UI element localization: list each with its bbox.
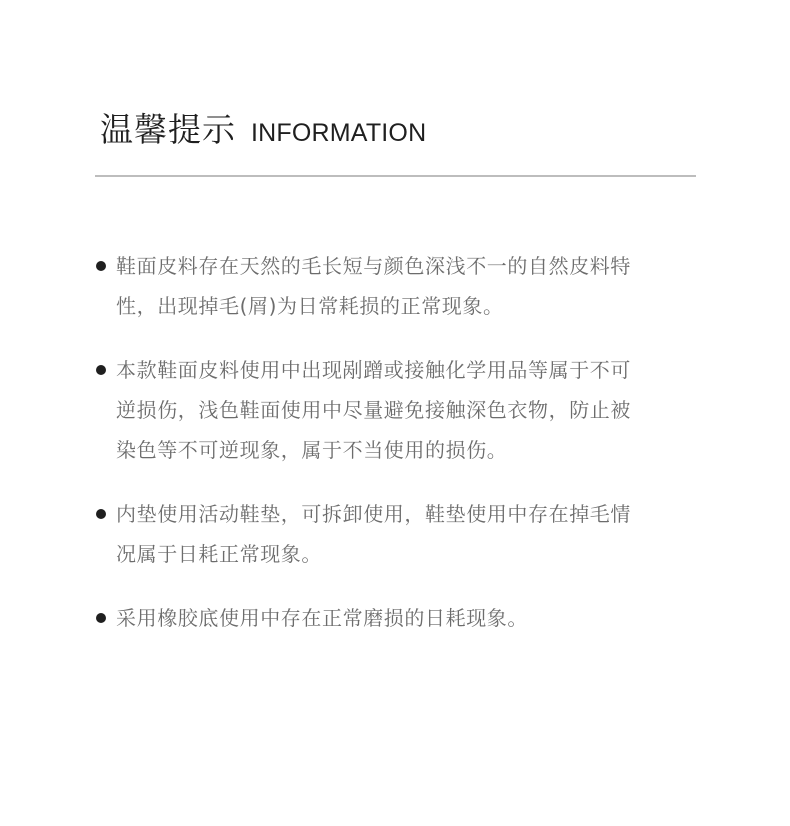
note-line: 内垫使用活动鞋垫，可拆卸使用，鞋垫使用中存在掉毛情 bbox=[116, 502, 631, 526]
bullet-dot-icon bbox=[96, 261, 106, 271]
note-item bbox=[95, 494, 695, 574]
note-line: 染色等不可逆现象，属于不当使用的损伤。 bbox=[116, 438, 508, 462]
section-header bbox=[100, 104, 426, 148]
page-title-en: INFORMATION bbox=[251, 119, 427, 147]
bullet-dot-icon bbox=[96, 365, 106, 375]
note-line: 采用橡胶底使用中存在正常磨损的日耗现象。 bbox=[116, 606, 528, 630]
header-divider bbox=[95, 175, 696, 177]
notes-list bbox=[95, 246, 695, 662]
note-item bbox=[95, 350, 695, 470]
page-title-cn: 温馨提示 bbox=[100, 110, 236, 149]
note-line: 性，出现掉毛(屑)为日常耗损的正常现象。 bbox=[116, 294, 504, 318]
note-item bbox=[95, 598, 695, 638]
bullet-dot-icon bbox=[96, 509, 106, 519]
note-line: 本款鞋面皮料使用中出现剐蹭或接触化学用品等属于不可 bbox=[116, 358, 631, 382]
bullet-dot-icon bbox=[96, 613, 106, 623]
note-line: 逆损伤，浅色鞋面使用中尽量避免接触深色衣物，防止被 bbox=[116, 398, 631, 422]
note-item bbox=[95, 246, 695, 326]
note-line: 况属于日耗正常现象。 bbox=[116, 542, 322, 566]
note-line: 鞋面皮料存在天然的毛长短与颜色深浅不一的自然皮料特 bbox=[116, 254, 631, 278]
